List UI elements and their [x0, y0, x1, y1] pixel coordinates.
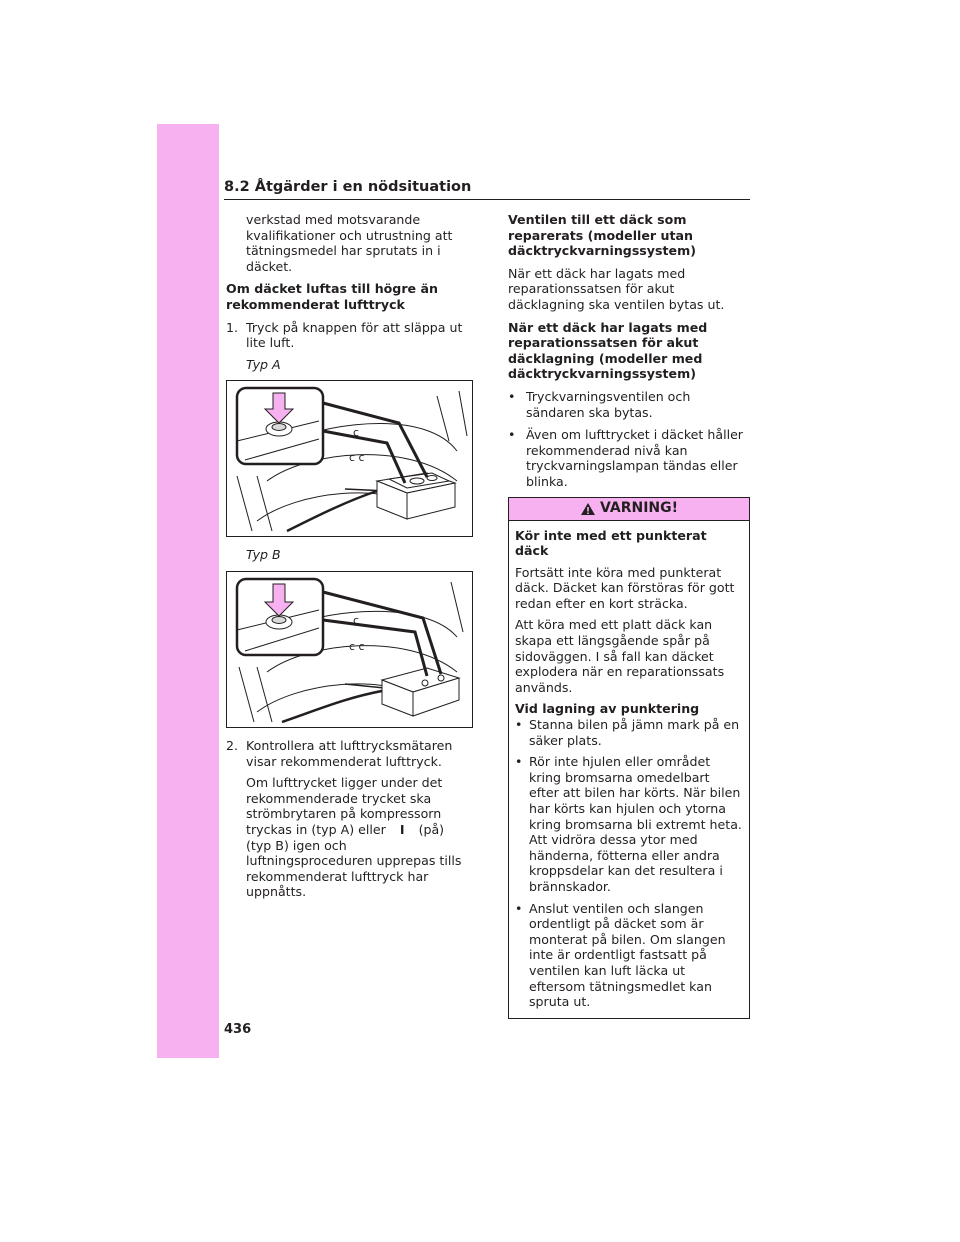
on-switch-symbol: I [399, 821, 405, 837]
intro-continuation: verkstad med motsvarande kvalifikationer och utrustning att tätningsmedel har sprutats in i däcket. [246, 212, 453, 274]
warning-bullet-list [515, 717, 743, 1010]
step-2-detail-a: Om lufttrycket ligger under det rekommenderade trycket ska strömbrytaren på kompressorn tryckas in (typ A) eller [246, 775, 443, 837]
step-1-text: Tryck på knappen för att släppa ut lite luft. [246, 319, 463, 351]
right-column [508, 212, 750, 1019]
step-2-detail [226, 775, 472, 900]
warning-subhead-flat-tire: Kör inte med ett punkterat däck [515, 527, 707, 559]
tpms-bullet-list [508, 389, 750, 490]
list-item: • Stanna bilen på jämn mark på en säker plats. [515, 717, 740, 748]
page-number: 436 [224, 1022, 252, 1037]
left-column [226, 212, 472, 907]
page-number-band [157, 1012, 219, 1058]
list-item: • Rör inte hjulen eller området kring bromsarna omedelbart efter att bilen har körts. När bilen har körts kan hjulen och ytorna kring bromsarna bli extremt heta. Att vidröra dessa ytor med händerna, fötterna eller andra kroppsdelar kan det resultera i brännskador. [515, 754, 742, 894]
figure-type-b [226, 571, 473, 728]
warning-body [509, 521, 749, 1018]
step-2-detail-b: (på) (typ B) igen och luftningsproceduren upprepas tills rekommenderat lufttryck har uppnåtts. [246, 821, 462, 900]
overinflation-heading: Om däcket luftas till högre än rekommenderat lufttryck [226, 281, 438, 312]
warning-header [509, 498, 749, 521]
step-1 [226, 320, 472, 351]
step-1-number: 1. [226, 319, 239, 335]
typ-b-label: Typ B [246, 547, 281, 563]
valve-heading-with-tpms: När ett däck har lagats med reparationssatsen för akut däcklagning (modeller med däcktryckvarningssystem) [508, 319, 708, 382]
side-color-band [157, 124, 219, 1058]
svg-text:c c: c c [349, 451, 365, 465]
svg-text:c c: c c [349, 639, 365, 653]
typ-a-label: Typ A [246, 356, 281, 372]
list-item: • Anslut ventilen och slangen ordentligt på däcket som är monterat på bilen. Om slangen inte är ordentligt fastsatt på ventilen kan luft läcka ut eftersom tätningsmedlet kan spruta ut. [515, 900, 726, 1010]
warning-title: VARNING! [599, 499, 679, 516]
svg-text:c: c [353, 613, 360, 627]
section-title: 8.2 Åtgärder i en nödsituation [224, 179, 472, 195]
compressor-type-a-illustration [227, 381, 472, 536]
warning-paragraph-1: Fortsätt inte köra med punkterat däck. Däcket kan förstöras för gott redan efter en kort sträcka. [515, 564, 735, 611]
section-divider [224, 199, 750, 200]
svg-text:c: c [353, 426, 360, 440]
warning-box [508, 497, 750, 1019]
warning-subhead-repair: Vid lagning av punktering [515, 701, 700, 717]
valve-heading-without-tpms: Ventilen till ett däck som reparerats (modeller utan däcktryckvarningssystem) [508, 212, 696, 259]
step-2-text: Kontrollera att lufttrycksmätaren visar rekommenderat lufttryck. [246, 737, 453, 769]
list-item: • Tryckvarningsventilen och sändaren ska bytas. [508, 388, 691, 420]
list-item: • Även om lufttrycket i däcket håller rekommenderad nivå kan tryckvarningslampan tändas eller blinka. [508, 427, 743, 489]
warning-triangle-icon [580, 502, 596, 516]
compressor-type-b-illustration [227, 572, 472, 727]
valve-paragraph: När ett däck har lagats med reparationssatsen för akut däcklagning ska ventilen bytas ut. [508, 265, 725, 312]
step-2 [226, 738, 472, 769]
warning-paragraph-2: Att köra med ett platt däck kan skapa ett längsgående spår på sidoväggen. I så fall kan däcket explodera när en reparationssats används. [515, 617, 725, 695]
figure-type-a [226, 380, 473, 537]
step-2-number: 2. [226, 737, 239, 753]
